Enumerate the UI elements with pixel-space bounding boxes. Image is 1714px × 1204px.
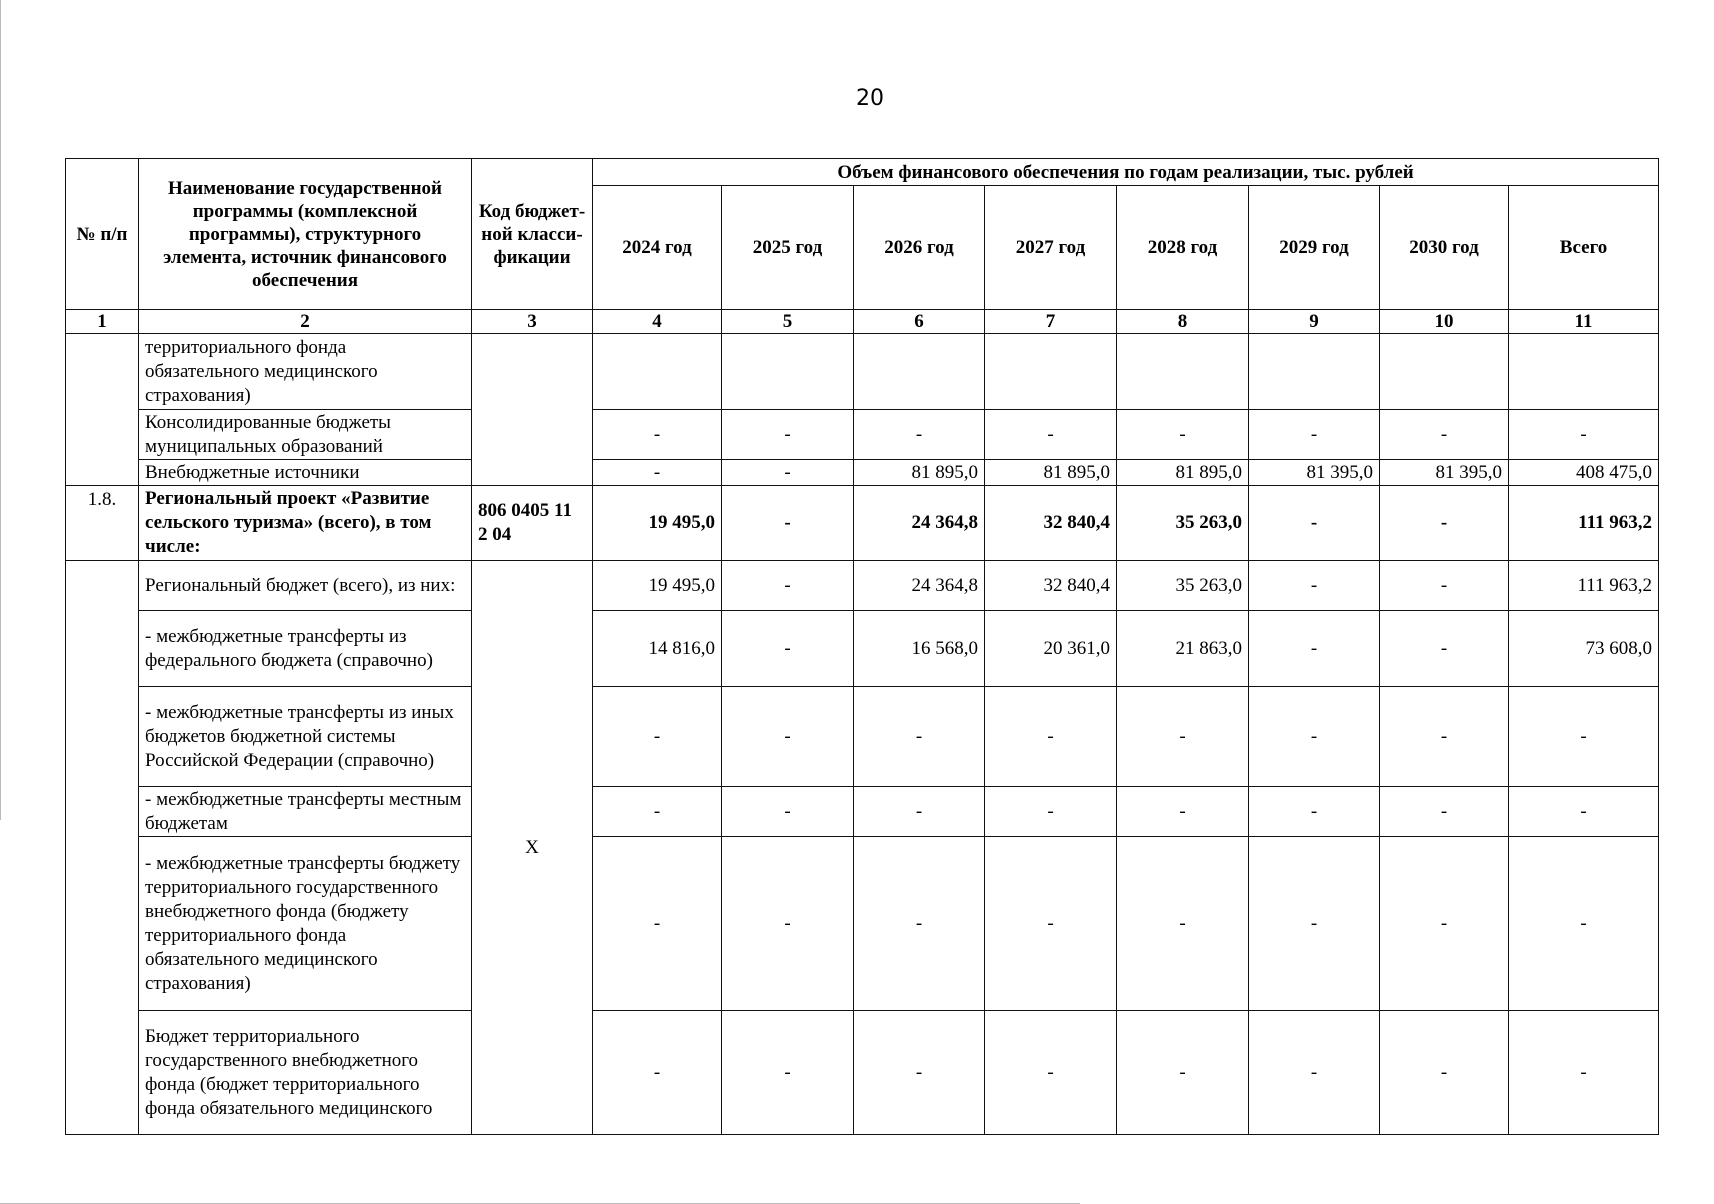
row-name: Консолидированные бюджеты муниципальных образований bbox=[139, 410, 472, 460]
value-cell: 19 495,0 bbox=[593, 561, 722, 611]
value-cell: - bbox=[1380, 1011, 1509, 1135]
header-year: 2024 год bbox=[593, 186, 722, 310]
value-cell: 14 816,0 bbox=[593, 611, 722, 687]
header-code: Код бюджет- ной класси- фикации bbox=[472, 159, 593, 310]
value-cell: - bbox=[985, 787, 1117, 837]
row-name: Бюджет территориального государственного внебюджетного фонда (бюджет территориального фонда обязательного медицинского bbox=[139, 1011, 472, 1135]
table-row bbox=[66, 611, 1659, 687]
value-cell: - bbox=[1509, 837, 1659, 1011]
table-row bbox=[66, 787, 1659, 837]
value-cell: - bbox=[854, 837, 985, 1011]
value-cell: - bbox=[1249, 410, 1380, 460]
row-name: Региональный проект «Развитие сельского туризма» (всего), в том числе: bbox=[139, 486, 472, 561]
row-name: Региональный бюджет (всего), из них: bbox=[139, 561, 472, 611]
budget-code: 806 0405 11 2 04 bbox=[472, 486, 593, 561]
header-year: 2026 год bbox=[854, 186, 985, 310]
num-cell bbox=[66, 334, 139, 486]
row-name: - межбюджетные трансферты бюджету территориального государственного внебюджетного фонда (бюджету территориального фонда обязательного медицинского страхования) bbox=[139, 837, 472, 1011]
value-cell: - bbox=[1249, 1011, 1380, 1135]
value-cell: - bbox=[722, 787, 854, 837]
value-cell: 24 364,8 bbox=[854, 486, 985, 561]
value-cell: - bbox=[1249, 561, 1380, 611]
value-cell: - bbox=[1117, 787, 1249, 837]
value-cell: - bbox=[1249, 687, 1380, 787]
value-cell: - bbox=[1509, 787, 1659, 837]
value-cell: - bbox=[593, 837, 722, 1011]
value-cell: - bbox=[985, 687, 1117, 787]
table-row bbox=[66, 1011, 1659, 1135]
value-cell: - bbox=[1380, 687, 1509, 787]
column-number: 9 bbox=[1249, 310, 1380, 334]
value-cell: 408 475,0 bbox=[1509, 460, 1659, 486]
value-cell: - bbox=[1249, 611, 1380, 687]
value-cell: - bbox=[1117, 1011, 1249, 1135]
value-cell: - bbox=[722, 460, 854, 486]
scan-edge-line bbox=[0, 0, 1, 820]
table-row bbox=[66, 561, 1659, 611]
value-cell: - bbox=[722, 837, 854, 1011]
value-cell bbox=[1509, 334, 1659, 410]
value-cell: 81 895,0 bbox=[1117, 460, 1249, 486]
value-cell: - bbox=[985, 410, 1117, 460]
value-cell: - bbox=[854, 687, 985, 787]
table-row bbox=[66, 837, 1659, 1011]
column-number: 5 bbox=[722, 310, 854, 334]
value-cell: 35 263,0 bbox=[1117, 486, 1249, 561]
value-cell: - bbox=[1117, 837, 1249, 1011]
financing-table bbox=[65, 158, 1659, 1135]
value-cell: - bbox=[1509, 1011, 1659, 1135]
value-cell: - bbox=[985, 1011, 1117, 1135]
column-number: 2 bbox=[139, 310, 472, 334]
value-cell: - bbox=[593, 687, 722, 787]
value-cell: - bbox=[1380, 837, 1509, 1011]
header-total: Всего bbox=[1509, 186, 1659, 310]
value-cell: - bbox=[854, 1011, 985, 1135]
value-cell: 21 863,0 bbox=[1117, 611, 1249, 687]
value-cell: - bbox=[985, 837, 1117, 1011]
value-cell: 81 895,0 bbox=[985, 460, 1117, 486]
row-name: Внебюджетные источники bbox=[139, 460, 472, 486]
value-cell: - bbox=[1380, 787, 1509, 837]
value-cell: - bbox=[1380, 561, 1509, 611]
value-cell: 35 263,0 bbox=[1117, 561, 1249, 611]
value-cell: 81 895,0 bbox=[854, 460, 985, 486]
value-cell: - bbox=[722, 1011, 854, 1135]
column-number: 11 bbox=[1509, 310, 1659, 334]
column-number: 8 bbox=[1117, 310, 1249, 334]
value-cell bbox=[1380, 334, 1509, 410]
value-cell bbox=[1249, 334, 1380, 410]
value-cell: - bbox=[1380, 410, 1509, 460]
value-cell: - bbox=[1509, 687, 1659, 787]
row-name: территориального фонда обязательного медицинского страхования) bbox=[139, 334, 472, 410]
value-cell: - bbox=[1249, 486, 1380, 561]
value-cell: - bbox=[593, 1011, 722, 1135]
table-row bbox=[66, 687, 1659, 787]
value-cell: - bbox=[1380, 611, 1509, 687]
column-number: 4 bbox=[593, 310, 722, 334]
column-number: 1 bbox=[66, 310, 139, 334]
column-numbers-row bbox=[66, 310, 1659, 334]
value-cell: 24 364,8 bbox=[854, 561, 985, 611]
column-number: 6 bbox=[854, 310, 985, 334]
column-number: 7 bbox=[985, 310, 1117, 334]
value-cell: - bbox=[722, 410, 854, 460]
row-name: - межбюджетные трансферты местным бюджетам bbox=[139, 787, 472, 837]
value-cell bbox=[985, 334, 1117, 410]
value-cell: 32 840,4 bbox=[985, 486, 1117, 561]
table-row bbox=[66, 410, 1659, 460]
value-cell: 81 395,0 bbox=[1249, 460, 1380, 486]
value-cell: 81 395,0 bbox=[1380, 460, 1509, 486]
column-number: 10 bbox=[1380, 310, 1509, 334]
row-name: - межбюджетные трансферты из иных бюджетов бюджетной системы Российской Федерации (справочно) bbox=[139, 687, 472, 787]
value-cell: - bbox=[722, 486, 854, 561]
value-cell: - bbox=[854, 787, 985, 837]
value-cell: - bbox=[593, 410, 722, 460]
value-cell: - bbox=[722, 611, 854, 687]
page-number: 20 bbox=[856, 86, 884, 111]
value-cell: - bbox=[1249, 837, 1380, 1011]
budget-code: Х bbox=[472, 561, 593, 1135]
header-group-title: Объем финансового обеспечения по годам реализации, тыс. рублей bbox=[593, 159, 1659, 186]
value-cell: - bbox=[1117, 410, 1249, 460]
table-row bbox=[66, 334, 1659, 410]
value-cell: - bbox=[1249, 787, 1380, 837]
value-cell bbox=[593, 334, 722, 410]
value-cell bbox=[722, 334, 854, 410]
header-year: 2028 год bbox=[1117, 186, 1249, 310]
value-cell: 20 361,0 bbox=[985, 611, 1117, 687]
value-cell: - bbox=[854, 410, 985, 460]
header-year: 2029 год bbox=[1249, 186, 1380, 310]
num-cell bbox=[66, 561, 139, 1135]
header-year: 2030 год bbox=[1380, 186, 1509, 310]
table-row bbox=[66, 460, 1659, 486]
code-cell bbox=[472, 334, 593, 486]
value-cell: - bbox=[722, 687, 854, 787]
value-cell: 16 568,0 bbox=[854, 611, 985, 687]
value-cell: - bbox=[593, 787, 722, 837]
table-row bbox=[66, 486, 1659, 561]
column-number: 3 bbox=[472, 310, 593, 334]
row-name: - межбюджетные трансферты из федерального бюджета (справочно) bbox=[139, 611, 472, 687]
value-cell bbox=[854, 334, 985, 410]
value-cell: - bbox=[1117, 687, 1249, 787]
value-cell: 32 840,4 bbox=[985, 561, 1117, 611]
value-cell: 19 495,0 bbox=[593, 486, 722, 561]
header-year: 2027 год bbox=[985, 186, 1117, 310]
header-year: 2025 год bbox=[722, 186, 854, 310]
value-cell: 111 963,2 bbox=[1509, 561, 1659, 611]
value-cell: - bbox=[1380, 486, 1509, 561]
value-cell: - bbox=[722, 561, 854, 611]
row-number: 1.8. bbox=[66, 486, 139, 561]
value-cell bbox=[1117, 334, 1249, 410]
value-cell: - bbox=[593, 460, 722, 486]
header-name: Наименование государственной программы (комплексной программы), структурного элемента, источник финансового обеспечения bbox=[139, 159, 472, 310]
header-num: № п/п bbox=[66, 159, 139, 310]
value-cell: - bbox=[1509, 410, 1659, 460]
value-cell: 111 963,2 bbox=[1509, 486, 1659, 561]
value-cell: 73 608,0 bbox=[1509, 611, 1659, 687]
